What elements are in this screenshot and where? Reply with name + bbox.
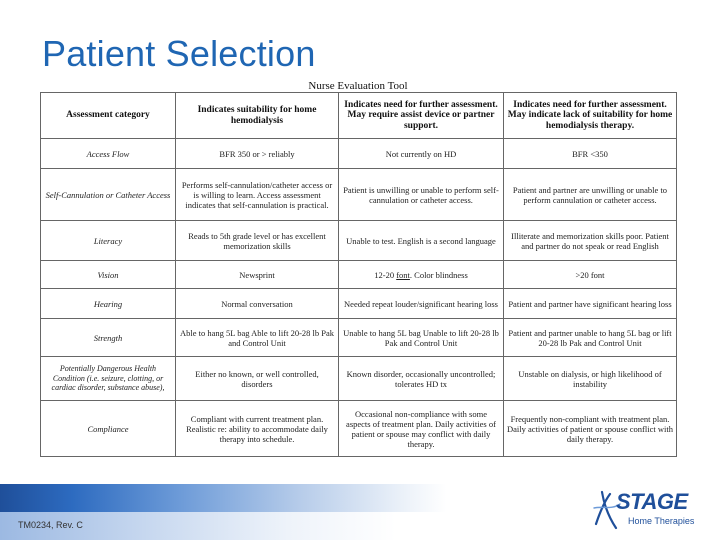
header-cell: Indicates need for further assessment. May require assist device or partner support. bbox=[339, 93, 504, 139]
vision-assist-text-tail: . Color blindness bbox=[409, 269, 468, 280]
table-row bbox=[41, 357, 677, 401]
table-cell: BFR 350 or > reliably bbox=[176, 139, 339, 169]
category-cell: Self-Cannulation or Catheter Access bbox=[41, 169, 176, 221]
table-cell: Reads to 5th grade level or has excellent memorization skills bbox=[176, 221, 339, 261]
table-row bbox=[41, 139, 677, 169]
table-header-row bbox=[41, 93, 677, 139]
table-row bbox=[41, 169, 677, 221]
category-cell: Strength bbox=[41, 319, 176, 357]
table-cell: Patient and partner have significant hearing loss bbox=[504, 289, 677, 319]
table-row bbox=[41, 289, 677, 319]
table-cell: Unable to test. English is a second language bbox=[339, 221, 504, 261]
category-cell: Literacy bbox=[41, 221, 176, 261]
table-cell: Patient and partner unable to hang 5L bag or lift 20-28 lb Pak and Control Unit bbox=[504, 319, 677, 357]
table-row bbox=[41, 261, 677, 289]
vision-assist-underlined: font bbox=[396, 269, 410, 280]
table-cell: >20 font bbox=[504, 261, 677, 289]
nurse-evaluation-table bbox=[40, 92, 677, 457]
table-cell: Unstable on dialysis, or high likelihood of instability bbox=[504, 357, 677, 401]
table-cell bbox=[339, 261, 504, 289]
slide-title: Patient Selection bbox=[42, 33, 316, 74]
table-caption: Nurse Evaluation Tool bbox=[308, 80, 408, 92]
table-cell: Performs self-cannulation/catheter access or is willing to learn. Access assessment indicates that self-cannulation is practical. bbox=[176, 169, 339, 221]
table-cell: Illiterate and memorization skills poor. Patient and partner do not speak or read English bbox=[504, 221, 677, 261]
header-cell: Indicates suitability for home hemodialysis bbox=[176, 93, 339, 139]
table-cell: Occasional non-compliance with some aspects of treatment plan. Daily activities of patient or spouse may conflict with daily therapy. bbox=[339, 401, 504, 457]
header-cell: Indicates need for further assessment. May indicate lack of suitability for home hemodialysis therapy. bbox=[504, 93, 677, 139]
category-cell: Hearing bbox=[41, 289, 176, 319]
table-row bbox=[41, 319, 677, 357]
document-code: TM0234, Rev. C bbox=[18, 520, 83, 530]
table-cell: Able to hang 5L bag Able to lift 20-28 lb Pak and Control Unit bbox=[176, 319, 339, 357]
logo-tagline: Home Therapies bbox=[628, 516, 695, 526]
table-cell: Known disorder, occasionally uncontrolled; tolerates HD tx bbox=[339, 357, 504, 401]
table-cell: Not currently on HD bbox=[339, 139, 504, 169]
table-cell: Needed repeat louder/significant hearing loss bbox=[339, 289, 504, 319]
table-cell: Patient is unwilling or unable to perform self-cannulation or catheter access. bbox=[339, 169, 504, 221]
table-cell: Compliant with current treatment plan. Realistic re: ability to accommodate daily therapy into schedule. bbox=[176, 401, 339, 457]
table-cell: Frequently non-compliant with treatment plan. Daily activities of patient or spouse conflict with daily therapy. bbox=[504, 401, 677, 457]
table-row bbox=[41, 401, 677, 457]
table-cell: Patient and partner are unwilling or unable to perform cannulation or catheter access. bbox=[504, 169, 677, 221]
nxstage-logo bbox=[590, 486, 700, 536]
logo-brand-text: STAGE bbox=[616, 489, 688, 514]
table-cell: Either no known, or well controlled, disorders bbox=[176, 357, 339, 401]
category-cell: Access Flow bbox=[41, 139, 176, 169]
table-row bbox=[41, 221, 677, 261]
category-cell: Compliance bbox=[41, 401, 176, 457]
category-cell: Potentially Dangerous Health Condition (i.e. seizure, clotting, or cardiac disorder, substance abuse), bbox=[41, 357, 176, 401]
vision-assist-text: 12-20 bbox=[374, 269, 397, 280]
table-cell: BFR <350 bbox=[504, 139, 677, 169]
category-cell: Vision bbox=[41, 261, 176, 289]
header-cell: Assessment category bbox=[41, 93, 176, 139]
table-cell: Normal conversation bbox=[176, 289, 339, 319]
table-cell: Unable to hang 5L bag Unable to lift 20-28 lb Pak and Control Unit bbox=[339, 319, 504, 357]
table-cell: Newsprint bbox=[176, 261, 339, 289]
